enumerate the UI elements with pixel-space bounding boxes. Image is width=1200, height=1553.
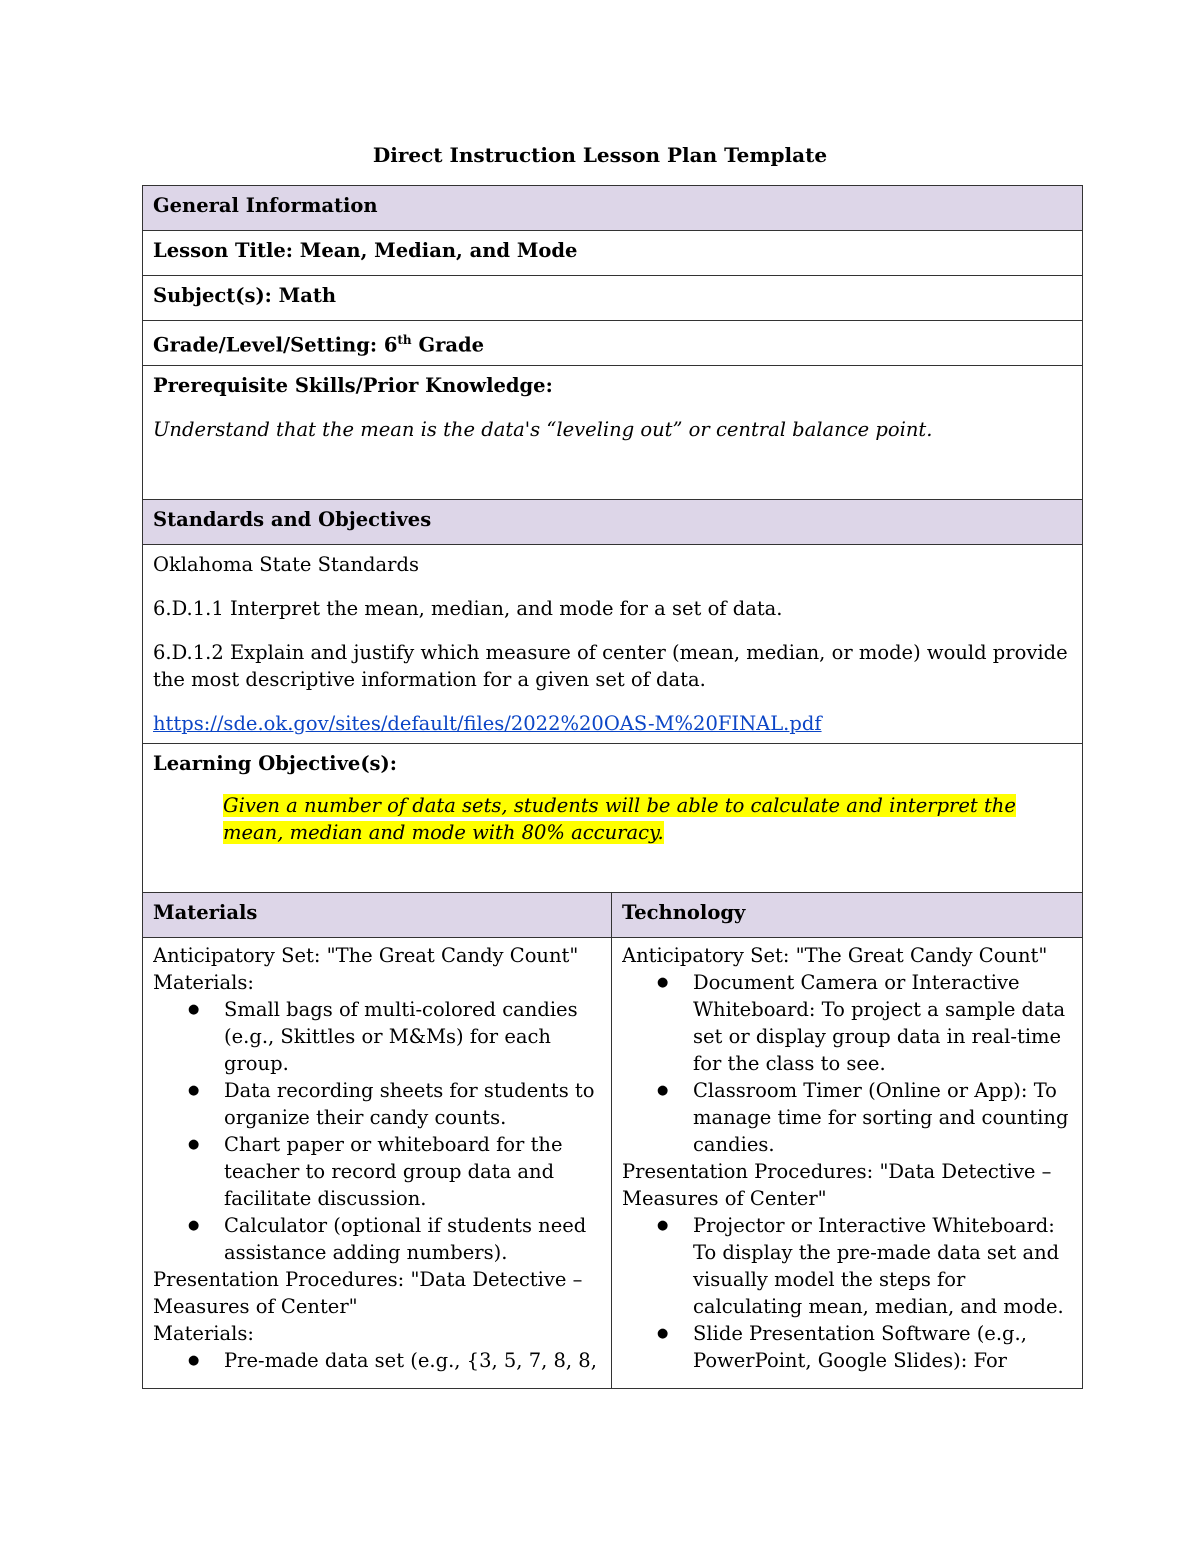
subject-row (143, 276, 1083, 321)
list-item: ● Slide Presentation Software (e.g., PowerPoint, Google Slides): For (622, 1320, 1072, 1374)
technology-pres-list (622, 1212, 1072, 1374)
materials-tech-row (143, 938, 1083, 1389)
technology-cell (612, 938, 1083, 1389)
general-info-row (143, 186, 1083, 231)
learning-objective-row (143, 744, 1083, 893)
standards-source: Oklahoma State Standards (153, 553, 419, 576)
grade-suffix: Grade (411, 333, 485, 357)
general-info-header: General Information (143, 186, 1083, 231)
materials-cell (143, 938, 612, 1389)
standard-6d12: 6.D.1.2 Explain and justify which measure of center (mean, median, or mode) would provide the most descriptive information for a given set of data. (153, 641, 1068, 691)
materials-tech-header-row (143, 893, 1083, 938)
standards-header: Standards and Objectives (143, 500, 1083, 545)
list-item: ● Small bags of multi-colored candies (e.g., Skittles or M&Ms) for each group. (153, 996, 601, 1077)
subject: Subject(s): Math (143, 276, 1083, 321)
prereq-row (143, 366, 1083, 500)
list-item: ● Data recording sheets for students to organize their candy counts. (153, 1077, 601, 1131)
grade-sup: th (397, 333, 412, 347)
prereq-label: Prerequisite Skills/Prior Knowledge: (153, 374, 553, 397)
standards-row (143, 545, 1083, 744)
technology-list (622, 969, 1072, 1158)
grade-label: Grade/Level/Setting: 6 (153, 333, 398, 357)
technology-set-title: Anticipatory Set: "The Great Candy Count" (622, 944, 1048, 967)
learning-objective-label: Learning Objective(s): (153, 752, 397, 775)
learning-objective-cell (143, 744, 1083, 893)
grade-row (143, 321, 1083, 366)
list-item: ● Projector or Interactive Whiteboard: To display the pre-made data set and visually model the steps for calculating mean, median, and mode. (622, 1212, 1072, 1320)
materials-pres-label: Materials: (153, 1322, 254, 1345)
standards-link[interactable]: https://sde.ok.gov/sites/default/files/2022%20OAS-M%20FINAL.pdf (153, 712, 822, 735)
list-item: ● Pre-made data set (e.g., {3, 5, 7, 8, 8, (153, 1347, 601, 1374)
list-item: ● Document Camera or Interactive Whiteboard: To project a sample data set or display group data in real-time for the class to see. (622, 969, 1072, 1077)
prereq-text: Understand that the mean is the data's “leveling out” or central balance point. (153, 418, 933, 441)
materials-label: Materials: (153, 971, 254, 994)
standard-6d11: 6.D.1.1 Interpret the mean, median, and mode for a set of data. (153, 597, 783, 620)
page-title: Direct Instruction Lesson Plan Template (372, 143, 828, 167)
technology-pres-title: Presentation Procedures: "Data Detective – Measures of Center" (622, 1160, 1052, 1210)
list-item: ● Chart paper or whiteboard for the teacher to record group data and facilitate discussion. (153, 1131, 601, 1212)
materials-list (153, 996, 601, 1266)
grade-level-setting (143, 321, 1083, 366)
learning-objective-text: Given a number of data sets, students will be able to calculate and interpret the mean, median and mode with 80% accuracy. (223, 794, 1016, 844)
standards-cell (143, 545, 1083, 744)
materials-set-title: Anticipatory Set: "The Great Candy Count" (153, 944, 579, 967)
lesson-title-row (143, 231, 1083, 276)
standards-header-row (143, 500, 1083, 545)
materials-pres-list (153, 1347, 601, 1374)
list-item: ● Calculator (optional if students need assistance adding numbers). (153, 1212, 601, 1266)
lesson-title: Lesson Title: Mean, Median, and Mode (143, 231, 1083, 276)
materials-header: Materials (143, 893, 612, 938)
prereq-cell (143, 366, 1083, 500)
technology-header: Technology (612, 893, 1083, 938)
materials-pres-title: Presentation Procedures: "Data Detective – Measures of Center" (153, 1268, 583, 1318)
list-item: ● Classroom Timer (Online or App): To manage time for sorting and counting candies. (622, 1077, 1072, 1158)
lesson-plan-table (142, 185, 1083, 1389)
